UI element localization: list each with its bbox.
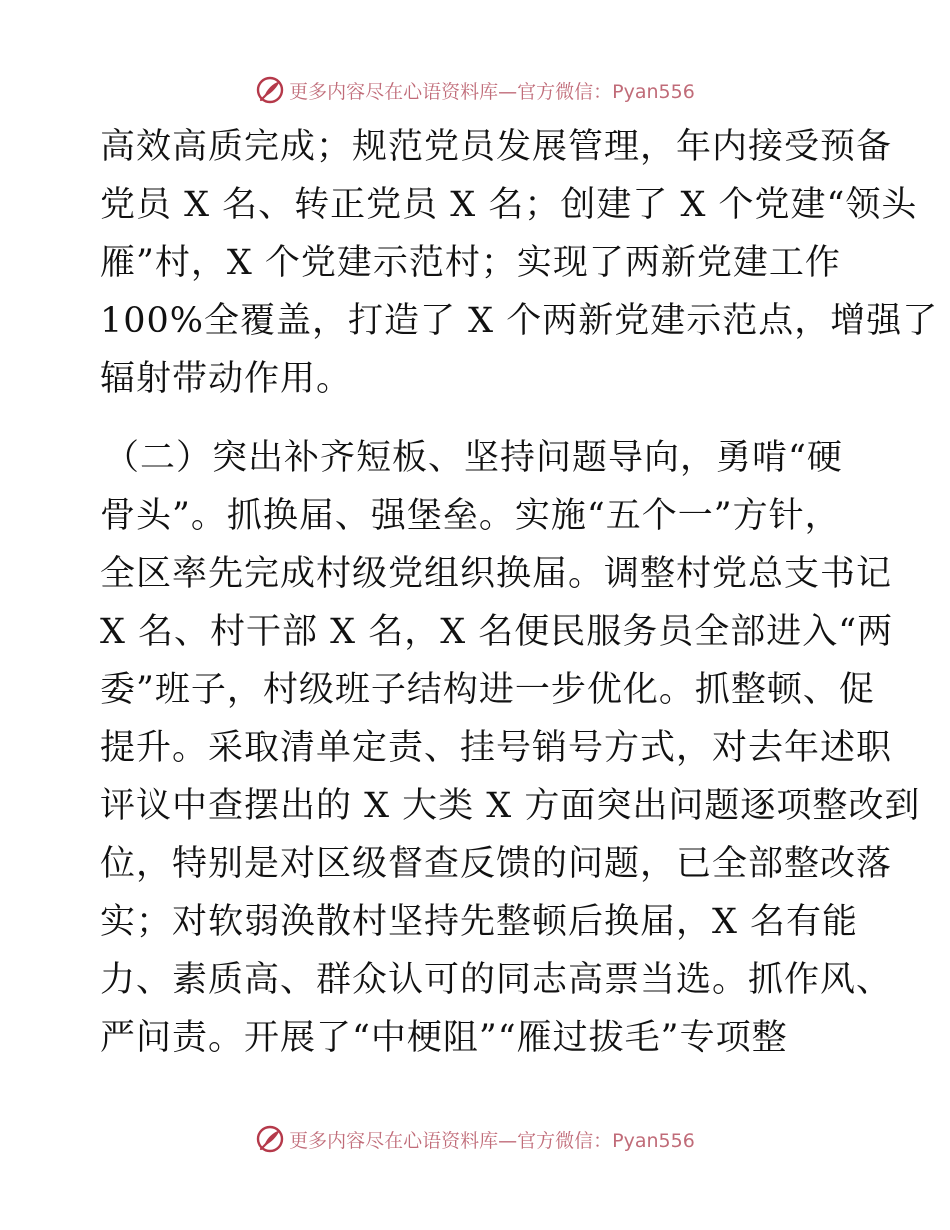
body-line: 骨头”。抓换届、强堡垒。实施“五个一”方针，: [100, 496, 841, 536]
footer-banner-text: 更多内容尽在心语资料库—官方微信：Pyan556: [289, 1129, 695, 1152]
body-line: 委”班子，村级班子结构进一步优化。抓整顿、促: [100, 670, 875, 710]
body-line: 高效高质完成；规范党员发展管理，年内接受预备: [100, 127, 893, 167]
section-heading-line: （二）突出补齐短板、坚持问题导向，勇啃“硬: [104, 438, 843, 478]
header-banner: [0, 70, 950, 110]
footer-banner: [0, 1119, 950, 1159]
body-line: 提升。采取清单定责、挂号销号方式，对去年述职: [100, 728, 893, 768]
body-line: X 名、村干部 X 名，X 名便民服务员全部进入“两: [100, 612, 894, 652]
body-line: 雁”村，X 个党建示范村；实现了两新党建工作: [100, 243, 841, 283]
body-line: 100%全覆盖，打造了 X 个两新党建示范点，增强了: [100, 301, 939, 341]
body-line: 实；对软弱涣散村坚持先整顿后换届，X 名有能: [100, 902, 859, 942]
header-banner-text: 更多内容尽在心语资料库—官方微信：Pyan556: [289, 80, 695, 103]
body-line: 辐射带动作用。: [100, 359, 353, 399]
body-line: 党员 X 名、转正党员 X 名；创建了 X 个党建“领头: [100, 185, 918, 225]
body-line: 评议中查摆出的 X 大类 X 方面突出问题逐项整改到: [100, 786, 921, 826]
body-line: 严问责。开展了“中梗阻”“雁过拔毛”专项整: [100, 1018, 788, 1058]
feather-pen-logo-icon: [255, 75, 285, 105]
body-line: 全区率先完成村级党组织换届。调整村党总支书记: [100, 554, 893, 594]
body-line: 位，特别是对区级督查反馈的问题，已全部整改落: [100, 844, 893, 884]
body-line: 力、素质高、群众认可的同志高票当选。抓作风、: [100, 960, 893, 1000]
feather-pen-logo-icon: [255, 1124, 285, 1154]
